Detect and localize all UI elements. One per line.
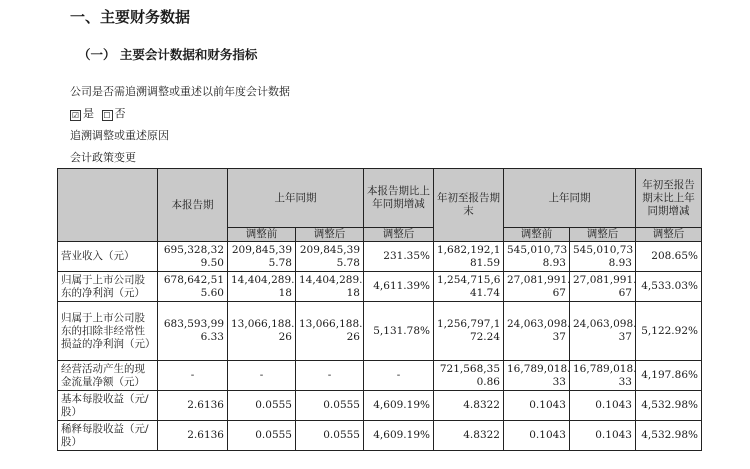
header-before-adjustment: 调整前 — [228, 228, 296, 242]
cell-value: 5,122.92% — [636, 302, 702, 361]
table-row — [58, 302, 702, 361]
header-after-adjustment: 调整后 — [570, 228, 636, 242]
cell-value: 4,609.19% — [364, 421, 434, 451]
cell-value: 24,063,098. 37 — [570, 302, 636, 361]
cell-value: 13,066,188. 26 — [296, 302, 364, 361]
cell-value: 0.0555 — [296, 391, 364, 421]
cell-value: 27,081,991. 67 — [504, 272, 570, 302]
cell-value: 683,593,99 6.33 — [158, 302, 228, 361]
cell-value: 1,256,797,1 72.24 — [434, 302, 504, 361]
cell-value: 0.1043 — [570, 421, 636, 451]
cell-value: 0.1043 — [570, 391, 636, 421]
cell-value: 1,682,192,1 81.59 — [434, 242, 504, 272]
cell-value: 2.6136 — [158, 391, 228, 421]
cell-value: 14,404,289. 18 — [296, 272, 364, 302]
header-after-adjustment: 调整后 — [636, 228, 702, 242]
no-label: 否 — [114, 107, 126, 120]
cell-value: 16,789,018. 33 — [504, 361, 570, 391]
cell-value: 4.8322 — [434, 391, 504, 421]
cell-value: 4,197.86% — [636, 361, 702, 391]
cell-value: 545,010,73 8.93 — [504, 242, 570, 272]
cell-value: 209,845,39 5.78 — [228, 242, 296, 272]
subsection-heading: （一） 主要会计数据和财务指标 — [78, 47, 258, 62]
table-row — [58, 421, 702, 451]
checked-box-icon[interactable]: ☑ — [71, 111, 80, 120]
restatement-question: 公司是否需追溯调整或重述以前年度会计数据 — [70, 85, 290, 98]
cell-value: 4,611.39% — [364, 272, 434, 302]
row-label: 营业收入（元） — [58, 242, 158, 272]
cell-value: 4.8322 — [434, 421, 504, 451]
cell-value: 0.0555 — [228, 391, 296, 421]
cell-value: 4,533.03% — [636, 272, 702, 302]
header-ytd: 年初至报告期末 — [434, 169, 504, 242]
header-change-ytd: 年初至报告期末比上年同期增减 — [636, 169, 702, 228]
cell-value: 13,066,188. 26 — [228, 302, 296, 361]
policy-change-label: 会计政策变更 — [70, 151, 136, 164]
cell-value: 0.1043 — [504, 421, 570, 451]
table-row — [58, 272, 702, 302]
header-blank — [58, 169, 158, 242]
cell-value: 695,328,32 9.50 — [158, 242, 228, 272]
cell-value: 14,404,289. 18 — [228, 272, 296, 302]
table-row — [58, 242, 702, 272]
cell-value: - — [296, 361, 364, 391]
unchecked-box-icon[interactable]: ☐ — [103, 111, 111, 120]
cell-value: 0.0555 — [296, 421, 364, 451]
cell-value: 545,010,73 8.93 — [570, 242, 636, 272]
row-label: 基本每股收益（元/股） — [58, 391, 158, 421]
header-prior-period: 上年同期 — [228, 169, 364, 228]
yes-label: 是 — [83, 107, 94, 120]
header-current-period: 本报告期 — [158, 169, 228, 242]
row-label: 经营活动产生的现金流量净额（元） — [58, 361, 158, 391]
cell-value: 0.1043 — [504, 391, 570, 421]
cell-value: 4,609.19% — [364, 391, 434, 421]
cell-value: 721,568,35 0.86 — [434, 361, 504, 391]
row-label: 归属于上市公司股东的扣除非经常性损益的净利润（元） — [58, 302, 158, 361]
table-row — [58, 391, 702, 421]
header-change-period: 本报告期比上年同期增减 — [364, 169, 434, 228]
restatement-reason-label: 追溯调整或重述原因 — [70, 129, 169, 142]
header-before-adjustment: 调整前 — [504, 228, 570, 242]
cell-value: 1,254,715,6 41.74 — [434, 272, 504, 302]
cell-value: 5,131.78% — [364, 302, 434, 361]
header-after-adjustment: 调整后 — [296, 228, 364, 242]
cell-value: 16,789,018. 33 — [570, 361, 636, 391]
cell-value: 231.35% — [364, 242, 434, 272]
cell-value: 209,845,39 5.78 — [296, 242, 364, 272]
restatement-options — [70, 105, 126, 121]
cell-value: 24,063,098. 37 — [504, 302, 570, 361]
header-after-adjustment: 调整后 — [364, 228, 434, 242]
cell-value: 678,642,51 5.60 — [158, 272, 228, 302]
row-label: 稀释每股收益（元/股） — [58, 421, 158, 451]
cell-value: - — [228, 361, 296, 391]
cell-value: 4,532.98% — [636, 391, 702, 421]
row-label: 归属于上市公司股东的净利润（元） — [58, 272, 158, 302]
header-prior-ytd: 上年同期 — [504, 169, 636, 228]
financial-data-table — [57, 168, 702, 451]
cell-value: 4,532.98% — [636, 421, 702, 451]
section-heading: 一、主要财务数据 — [70, 8, 191, 26]
cell-value: - — [364, 361, 434, 391]
cell-value: 27,081,991. 67 — [570, 272, 636, 302]
cell-value: 208.65% — [636, 242, 702, 272]
cell-value: 2.6136 — [158, 421, 228, 451]
cell-value: - — [158, 361, 228, 391]
table-row — [58, 361, 702, 391]
cell-value: 0.0555 — [228, 421, 296, 451]
